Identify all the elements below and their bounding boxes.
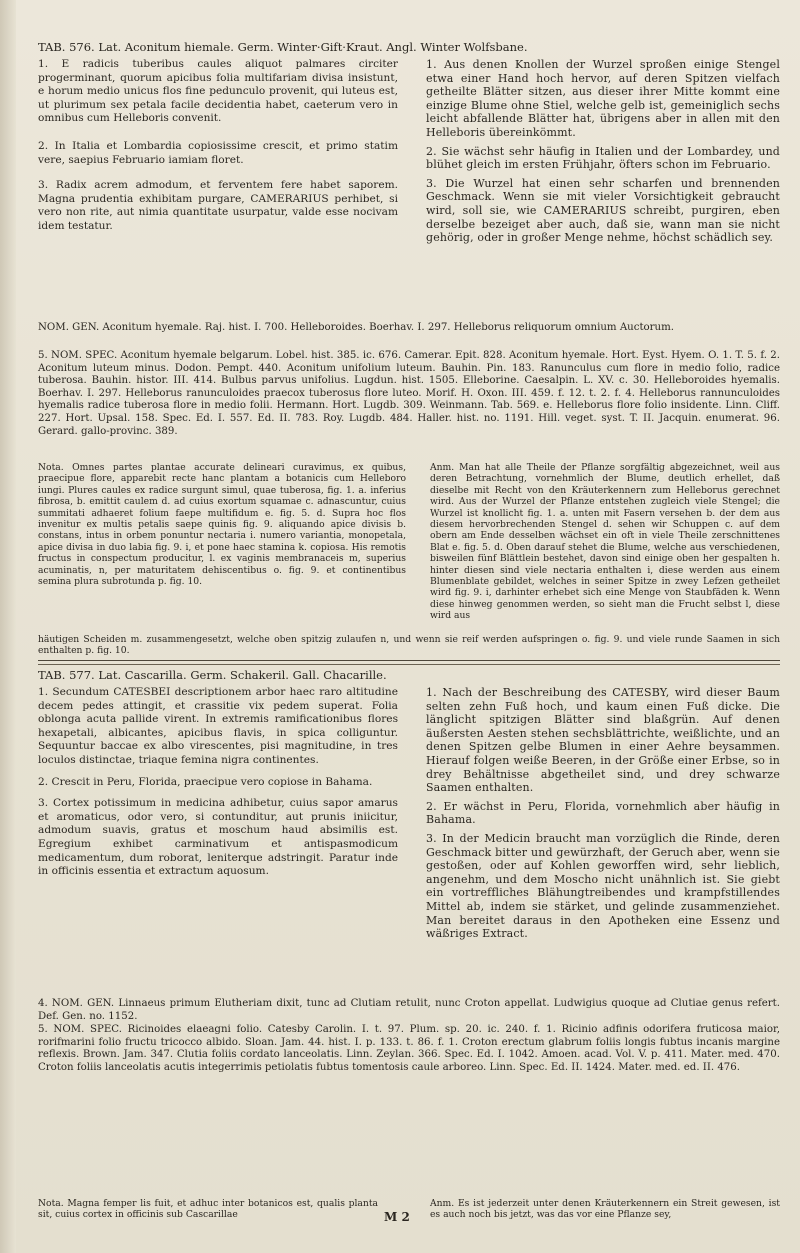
nom-spec-577: 5. NOM. SPEC. Ricinoides elaeagni folio. Catesby Carolin. I. t. 97. Plum. sp. 20. ic. 240. f. 1. Ricinio adfinis odorifera fruticosa maior, rorifmarini folio fructu tricocco albido. Sloan. Jam. 44. hist. I. p. 133. t. 86. f. 1. Croton erectum glabrum foliis longis fubtus incanis margine reflexis. Brown. Jam. 347. Clutia foliis cordato lanceolatis. Linn. Zeylan. 366. Spec. Ed. I. 1042. Amoen. acad. Vol. V. p. 411. Mater. med. 470. Croton foliis lanceolatis acutis integerrimis petiolatis fubtus tomentosis caule arboreo. Linn. Spec. Ed. II. 1424. Mater. med. ed. II. 476. <box>38 1024 780 1073</box>
german-column <box>426 58 780 250</box>
latin-column <box>38 58 398 239</box>
tab-576-header: TAB. 576. Lat. Aconitum hiemale. Germ. Winter·Gift·Kraut. Angl. Winter Wolfsbane. <box>38 40 528 54</box>
german-column-577 <box>426 686 780 946</box>
german-577-paragraph-1: 1. Nach der Beschreibung des CATESBY, wird dieser Baum selten zehn Fuß hoch, und kaum einen Fuß dicke. Die länglicht spitzigen Blätter sind blaßgrün. Auf denen äußersten Aesten stehen sechsblättrichte, weißlichte, und an denen Spitzen gelbe Blumen in einer Aehre beysammen. Hierauf folgen weiße Beeren, in der Größe einer Erbse, so in drey Behältnisse abgetheilet sind, und drey schwarze Saamen enthalten. <box>426 686 780 795</box>
tab-577-nota <box>38 1198 780 1248</box>
latin-paragraph-2: 2. In Italia et Lombardia copiosissime crescit, et primo statim vere, saepius Februario iamiam floret. <box>38 139 398 166</box>
tab-576-columns <box>38 58 780 314</box>
german-paragraph-2: 2. Sie wächst sehr häufig in Italien und der Lombardey, und blühet gleich im ersten Frühjahr, öfters schon im Februario. <box>426 144 780 172</box>
german-577-paragraph-2: 2. Er wächst in Peru, Florida, vornehmlich aber häufig in Bahama. <box>426 799 780 827</box>
nota-tail-576: häutigen Scheiden m. zusammengesetzt, welche oben spitzig zulaufen n, und wenn sie reif werden aufspringen o. fig. 9. und viele runde Saamen in sich enthalten p. fig. 10. <box>38 634 780 657</box>
nom-gen-576: NOM. GEN. Aconitum hyemale. Raj. hist. I. 700. Helleboroides. Boerhav. I. 297. Helleborus reliquorum omnium Auctorum. <box>38 322 675 333</box>
nota-latin-577: Nota. Magna femper lis fuit, et adhuc inter botanicos est, qualis planta sit, cuius cortex in officinis sub Cascarillae <box>38 1198 378 1221</box>
latin-paragraph-1: 1. E radicis tuberibus caules aliquot palmares circiter progerminant, quorum apicibus folia multifariam divisa insistunt, e horum medio unicus flos fine pedunculo provenit, qui luteus est, ut plurimum sex petala facile decidentia habet, caeterum vero in omnibus cum Helleboris convenit. <box>38 58 398 125</box>
latin-paragraph-3: 3. Radix acrem admodum, et ferventem fere habet saporem. Magna prudentia exhibitam purgare, CAMERARIUS perhibet, si vero non rite, aut nimia quantitate usurpatur, valde esse nocivam idem testatur. <box>38 179 398 232</box>
latin-577-paragraph-3: 3. Cortex potissimum in medicina adhibetur, cuius sapor amarus et aromaticus, odor vero, si contunditur, aut prunis iniicitur, admodum suavis, gratus et moschum haud absimilis est. Egregium exhibet carminativum et antispasmodicum medicamentum, dum roborat, leniterque adstringit. Paratur inde in officinis essentia et extractum aquosum. <box>38 797 398 878</box>
tab-577-header: TAB. 577. Lat. Cascarilla. Germ. Schakeril. Gall. Chacarille. <box>38 668 387 682</box>
german-paragraph-1: 1. Aus denen Knollen der Wurzel sproßen einige Stengel etwa einer Hand hoch hervor, auf deren Spitzen vielfach getheilte Blätter sitzen, aus dieser ihrer Mitte kommt eine einzige Blume ohne Stiel, welche gelb ist, gemeiniglich sechs leicht abfallende Blätter hat, übrigens aber in allen mit den Helleboris übereinkömmt. <box>426 58 780 139</box>
nota-german-576: Anm. Man hat alle Theile der Pflanze sorgfältig abgezeichnet, weil aus deren Betrachtung, vornehmlich der Blume, deutlich erhellet, daß dieselbe mit Recht von den Kräuterkennern zum Helleborus gerechnet wird. Aus der Wurzel der Pflanze entstehen zugleich viele Stengel; die Wurzel ist knollicht fig. 1. a. unten mit Fasern versehen b. der dem aus diesem hervorbrechenden Stengel d. sehen wir Schuppen c. auf dem obern am Ende desselben wächset ein oft in viele Theile zerschnittenes Blat e. fig. 5. d. Oben darauf stehet die Blume, welche aus verschiedenen, bisweilen fünf Blättlein bestehet, davon sind einige oben her gespalten h. hinter diesen sind viele nectaria enthalten i, diese werden aus einem Blumenblate gebildet, welches in seiner Spitze in zwey Lefzen getheilet wird fig. 9. i, darhinter erhebet sich eine Menge von Staubfäden k. Wenn diese hinweg genommen werden, so sieht man die Frucht selbst l, diese wird aus <box>430 462 780 622</box>
german-577-paragraph-3: 3. In der Medicin braucht man vorzüglich die Rinde, deren Geschmack bitter und gewürzhaft, der Geruch aber, wenn sie gestoßen, oder auf Kohlen geworffen wird, sehr lieblich, angenehm, und dem Moscho nicht unähnlich ist. Sie giebt ein vortreffliches Blähungtreibendes und krampfstillendes Mittel ab, indem sie stärket, und gelinde zusammenziehet. Man bereitet daraus in den Apotheken eine Essenz und wäßriges Extract. <box>426 831 780 941</box>
nota-german-577: Anm. Es ist jederzeit unter denen Kräuterkennern ein Streit gewesen, ist es auch noch bis jetzt, was das vor eine Pflanze sey, <box>430 1198 780 1221</box>
latin-577-paragraph-1: 1. Secundum CATESBEI descriptionem arbor haec raro altitudine decem pedes attingit, et crassitie vix pedem superat. Folia oblonga acuta pallide virent. In extremis ramificationibus flores hexapetali, albicantes, apicibus flavis, in spica colliguntur. Sequuntur baccae ex albo virescentes, pisi magnitudine, in tres loculos distinctae, triaque femina nigra continentes. <box>38 686 398 766</box>
latin-column-577 <box>38 686 398 884</box>
section-divider <box>38 660 780 661</box>
tab-577-columns <box>38 686 780 986</box>
nom-gen-577: 4. NOM. GEN. Linnaeus primum Elutheriam dixit, tunc ad Clutiam retulit, nunc Croton appellat. Ludwigius quoque ad Clutiae genus refert. Def. Gen. no. 1152. <box>38 998 780 1022</box>
german-paragraph-3: 3. Die Wurzel hat einen sehr scharfen und brennenden Geschmack. Wenn sie mit vieler Vorsichtigkeit gebraucht wird, soll sie, wie CAMERARIUS schreibt, purgiren, eben derselbe bezeiget aber auch, daß sie, wann man sie nicht gehörig, oder in großer Menge nehme, höchst schädlich sey. <box>426 176 780 245</box>
section-divider-thin <box>38 664 780 665</box>
nom-spec-576: 5. NOM. SPEC. Aconitum hyemale belgarum. Lobel. hist. 385. ic. 676. Camerar. Epit. 828. Aconitum hyemale. Hort. Eyst. Hyem. O. 1. T. 5. f. 2. Aconitum luteum minus. Dodon. Pempt. 440. Aconitum unifolium luteum. Bauhin. Pin. 183. Ranunculus cum flore in medio folio, radice tuberosa. Bauhin. histor. III. 414. Bulbus parvus unifolius. Lugdun. hist. 1505. Elleborine. Caesalpin. L. XV. c. 30. Helleboroides hyemalis. Boerhav. I. 297. Helleborus ranunculoides praecox tuberosus flore luteo. Morif. H. Oxon. III. 459. f. 12. t. 2. f. 4. Helleborus rannunculoides hyemalis radice tuberosa flore in medio folii. Hermann. Hort. Lugdb. 309. Weinmann. Tab. 569. e. Helleborus flore folio insidente. Linn. Cliff. 227. Hort. Upsal. 158. Spec. Ed. I. 557. Ed. II. 783. Roy. Lugdb. 484. Haller. hist. no. 1191. Hill. veget. syst. T. II. Jacquin. enumerat. 96. Gerard. gallo-provinc. 389. <box>38 350 780 437</box>
nota-latin-576: Nota. Omnes partes plantae accurate delineari curavimus, ex quibus, praecipue flore, apparebit recte hanc plantam a botanicis cum Helleboro iungi. Plures caules ex radice surgunt simul, quae tuberosa, fig. 1. a. inferius fibrosa, b. emittit caulem d. ad cuius exortum squamae c. adnascuntur, cuius summitati adhaeret folium faepe multifidum e. fig. 5. d. Supra hoc flos invenitur ex multis petalis saepe quinis fig. 9. aliquando apice divisis b. constans, intus in orbem ponuntur nectaria i. numero variantia, monopetala, apice divisa in duo labia fig. 9. i, et pone haec stamina k. copiosa. His remotis fructus in conspectum producitur, l. ex vaginis membranaceis m, superius acuminatis, n, per maturitatem dehiscentibus o. fig. 9. et continentibus semina plura subrotunda p. fig. 10. <box>38 462 406 588</box>
signature-mark: M 2 <box>384 1210 410 1224</box>
tab-576-nota <box>38 462 780 630</box>
latin-577-paragraph-2: 2. Crescit in Peru, Florida, praecipue vero copiose in Bahama. <box>38 775 373 788</box>
